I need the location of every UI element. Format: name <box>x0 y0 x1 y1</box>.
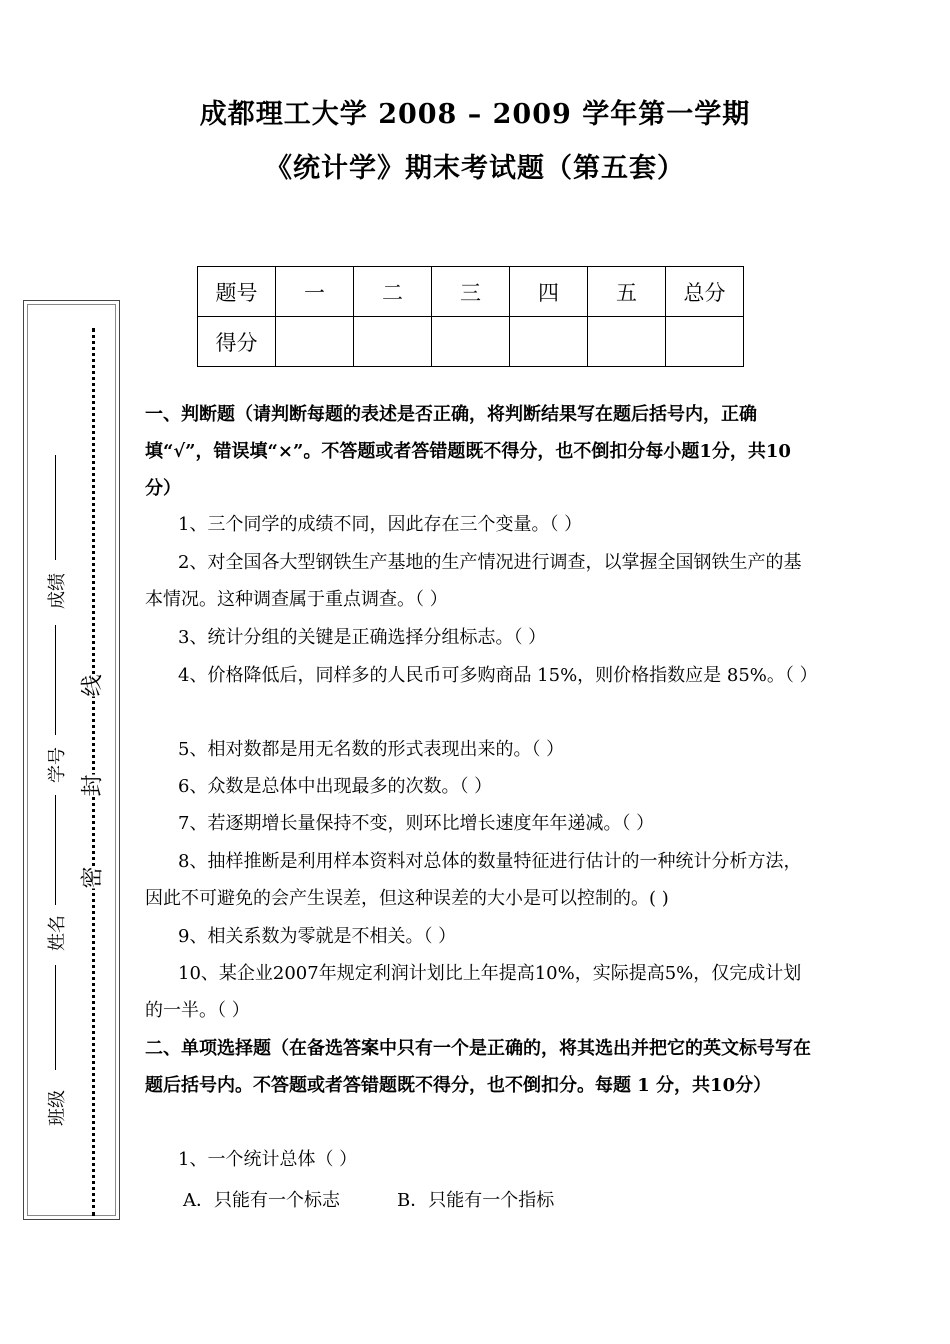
binding-strip <box>23 300 120 1220</box>
score-table-score-row <box>198 317 744 367</box>
seal-char-feng: 封 <box>76 774 107 796</box>
score-cell: 得分 <box>198 317 276 367</box>
grade-label: 成绩 <box>47 573 68 609</box>
score-cell: 题号 <box>198 267 276 317</box>
score-cell: 二 <box>354 267 432 317</box>
choice-question: 1、一个统计总体（ ） <box>178 1149 358 1170</box>
student-id-fill-line[interactable] <box>55 625 56 735</box>
section1-heading: 一、判断题（请判断每题的表述是否正确，将判断结果写在题后括号内，正确填“√”，错误填“×”。不答题或者答错题既不得分，也不倒扣分每小题1分，共10分） <box>145 404 791 499</box>
option-b: B．只能有一个指标 <box>397 1190 555 1211</box>
score-table-header-row <box>198 267 744 317</box>
seal-dotted-line <box>92 328 95 1216</box>
option-a: A．只能有一个标志 <box>183 1190 340 1211</box>
class-label: 班级 <box>47 1090 68 1126</box>
judgement-question: 10、某企业2007年规定利润计划比上年提高10%，实际提高5%，仅完成计划的一半。（ ） <box>145 963 802 1021</box>
score-cell: 三 <box>432 267 510 317</box>
judgement-question: 6、众数是总体中出现最多的次数。（ ） <box>178 776 493 797</box>
grade-fill-line[interactable] <box>55 455 56 560</box>
score-cell: 总分 <box>666 267 744 317</box>
score-input-cell[interactable] <box>510 317 588 367</box>
score-cell: 一 <box>276 267 354 317</box>
exam-title-line1: 成都理工大学 2008 – 2009 学年第一学期 <box>199 99 751 130</box>
score-input-cell[interactable] <box>588 317 666 367</box>
score-input-cell[interactable] <box>354 317 432 367</box>
seal-char-xian: 线 <box>76 674 107 696</box>
judgement-question: 3、统计分组的关键是正确选择分组标志。（ ） <box>178 627 547 648</box>
exam-title-line2: 《统计学》期末考试题（第五套） <box>265 153 685 184</box>
judgement-question: 2、对全国各大型钢铁生产基地的生产情况进行调查，以掌握全国钢铁生产的基本情况。这种调查属于重点调查。（ ） <box>145 552 802 610</box>
score-input-cell[interactable] <box>432 317 510 367</box>
seal-char-mi: 密 <box>76 866 107 888</box>
score-table <box>197 266 744 367</box>
section2-heading: 二、单项选择题（在备选答案中只有一个是正确的，将其选出并把它的英文标号写在题后括号内。不答题或者答错题既不得分，也不倒扣分。每题 1 分，共10分） <box>145 1038 811 1096</box>
judgement-question: 5、相对数都是用无名数的形式表现出来的。（ ） <box>178 739 565 760</box>
score-input-cell[interactable] <box>666 317 744 367</box>
judgement-question: 1、三个同学的成绩不同，因此存在三个变量。（ ） <box>178 514 583 535</box>
judgement-question: 9、相关系数为零就是不相关。（ ） <box>178 926 457 947</box>
score-cell: 四 <box>510 267 588 317</box>
judgement-question: 8、抽样推断是利用样本资料对总体的数量特征进行估计的一种统计分析方法，因此不可避免的会产生误差，但这种误差的大小是可以控制的。( ) <box>145 851 802 909</box>
score-cell: 五 <box>588 267 666 317</box>
name-fill-line[interactable] <box>55 795 56 905</box>
score-input-cell[interactable] <box>276 317 354 367</box>
name-label: 姓名 <box>47 915 68 951</box>
judgement-question: 7、若逐期增长量保持不变，则环比增长速度年年递减。（ ） <box>178 813 655 834</box>
student-id-label: 学号 <box>47 747 68 783</box>
class-fill-line[interactable] <box>55 965 56 1070</box>
judgement-question: 4、价格降低后，同样多的人民币可多购商品 15%，则价格指数应是 85%。（ ） <box>178 665 818 686</box>
